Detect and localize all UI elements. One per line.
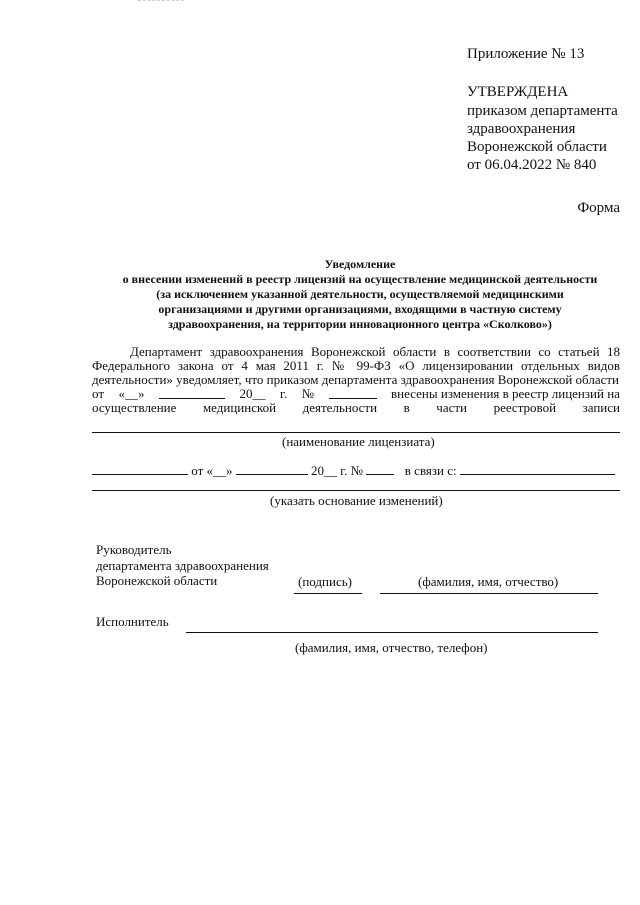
basis-caption: (указать основание изменений) <box>270 493 443 508</box>
word: осуществление <box>92 400 177 416</box>
day-quote: «__» <box>118 386 145 402</box>
executor-caption: (фамилия, имя, отчество, телефон) <box>295 640 488 655</box>
record-year-suffix: г. № <box>340 463 364 478</box>
form-label: Форма <box>577 200 620 216</box>
document-title <box>90 257 630 332</box>
word: медицинской <box>202 400 277 416</box>
signer-title: Руководитель <box>96 542 172 557</box>
scan-mark <box>138 0 184 1</box>
approval-line: Воронежской области <box>467 139 607 156</box>
notice-paragraph: Департамент здравоохранения Воронежской области в соответствии со статьей 18 Федерального закона от 4 мая 2011 г. № 99-ФЗ «О лицензировании отдельных видов деятельности» уведомляет, что приказом департамента здравоохранения Воронежской области <box>92 344 620 388</box>
signer-dept: департамента здравоохранения <box>96 557 269 573</box>
order-date-row <box>92 387 620 401</box>
record-year: 20__ <box>311 463 338 478</box>
record-number-field[interactable] <box>92 463 188 475</box>
title-line: о внесении изменений в реестр лицензий на осуществление медицинской деятельности <box>122 272 598 287</box>
record-month-field[interactable] <box>236 463 308 475</box>
licensee-caption: (наименование лицензиата) <box>282 434 435 449</box>
approval-line: здравоохранения <box>467 120 576 137</box>
word: в <box>403 400 410 416</box>
approval-line: приказом департамента <box>467 102 618 119</box>
title-line: здравоохранения, на территории инновационного центра «Сколково») <box>168 317 552 332</box>
record-order-number-field[interactable] <box>366 463 394 475</box>
due-to-label: в связи с: <box>404 463 457 478</box>
record-row <box>92 463 615 479</box>
name-caption: (фамилия, имя, отчество) <box>418 574 559 589</box>
word: реестровой <box>493 400 557 416</box>
approval-order: от 06.04.2022 № 840 <box>467 157 597 174</box>
title-line: Уведомление <box>324 257 396 271</box>
basis-field[interactable] <box>92 490 620 491</box>
reason-field[interactable] <box>460 463 615 475</box>
from-word: от <box>92 386 105 402</box>
order-number-field[interactable] <box>329 387 377 399</box>
signer-region: Воронежской области <box>96 573 218 588</box>
title-line: организациями и другими организациями, входящими в частную систему <box>158 302 562 317</box>
changes-text: внесены изменения в реестр лицензий на <box>391 386 620 402</box>
number-sign: № <box>301 386 315 402</box>
word: части <box>436 400 468 416</box>
title-line: (за исключением указанной деятельности, осуществляемой медицинскими <box>156 287 564 302</box>
registry-row <box>92 401 620 415</box>
year-suffix: г. <box>280 386 288 402</box>
signature-field[interactable] <box>294 593 362 594</box>
executor-label: Исполнитель <box>96 614 169 629</box>
year-prefix: 20__ <box>239 386 266 402</box>
notice-body <box>92 345 620 415</box>
signer-name-field[interactable] <box>380 593 598 594</box>
signature-block <box>96 542 269 589</box>
signature-caption: (подпись) <box>298 574 352 589</box>
appendix-number: Приложение № 13 <box>467 46 585 62</box>
approval-block <box>467 45 618 175</box>
month-field[interactable] <box>159 387 225 399</box>
approved-heading: УТВЕРЖДЕНА <box>467 84 569 101</box>
executor-field[interactable] <box>186 632 598 633</box>
licensee-name-field[interactable] <box>92 432 620 433</box>
word: деятельности <box>302 400 378 416</box>
word: записи <box>582 400 620 416</box>
record-date-from: от «__» <box>191 463 233 478</box>
